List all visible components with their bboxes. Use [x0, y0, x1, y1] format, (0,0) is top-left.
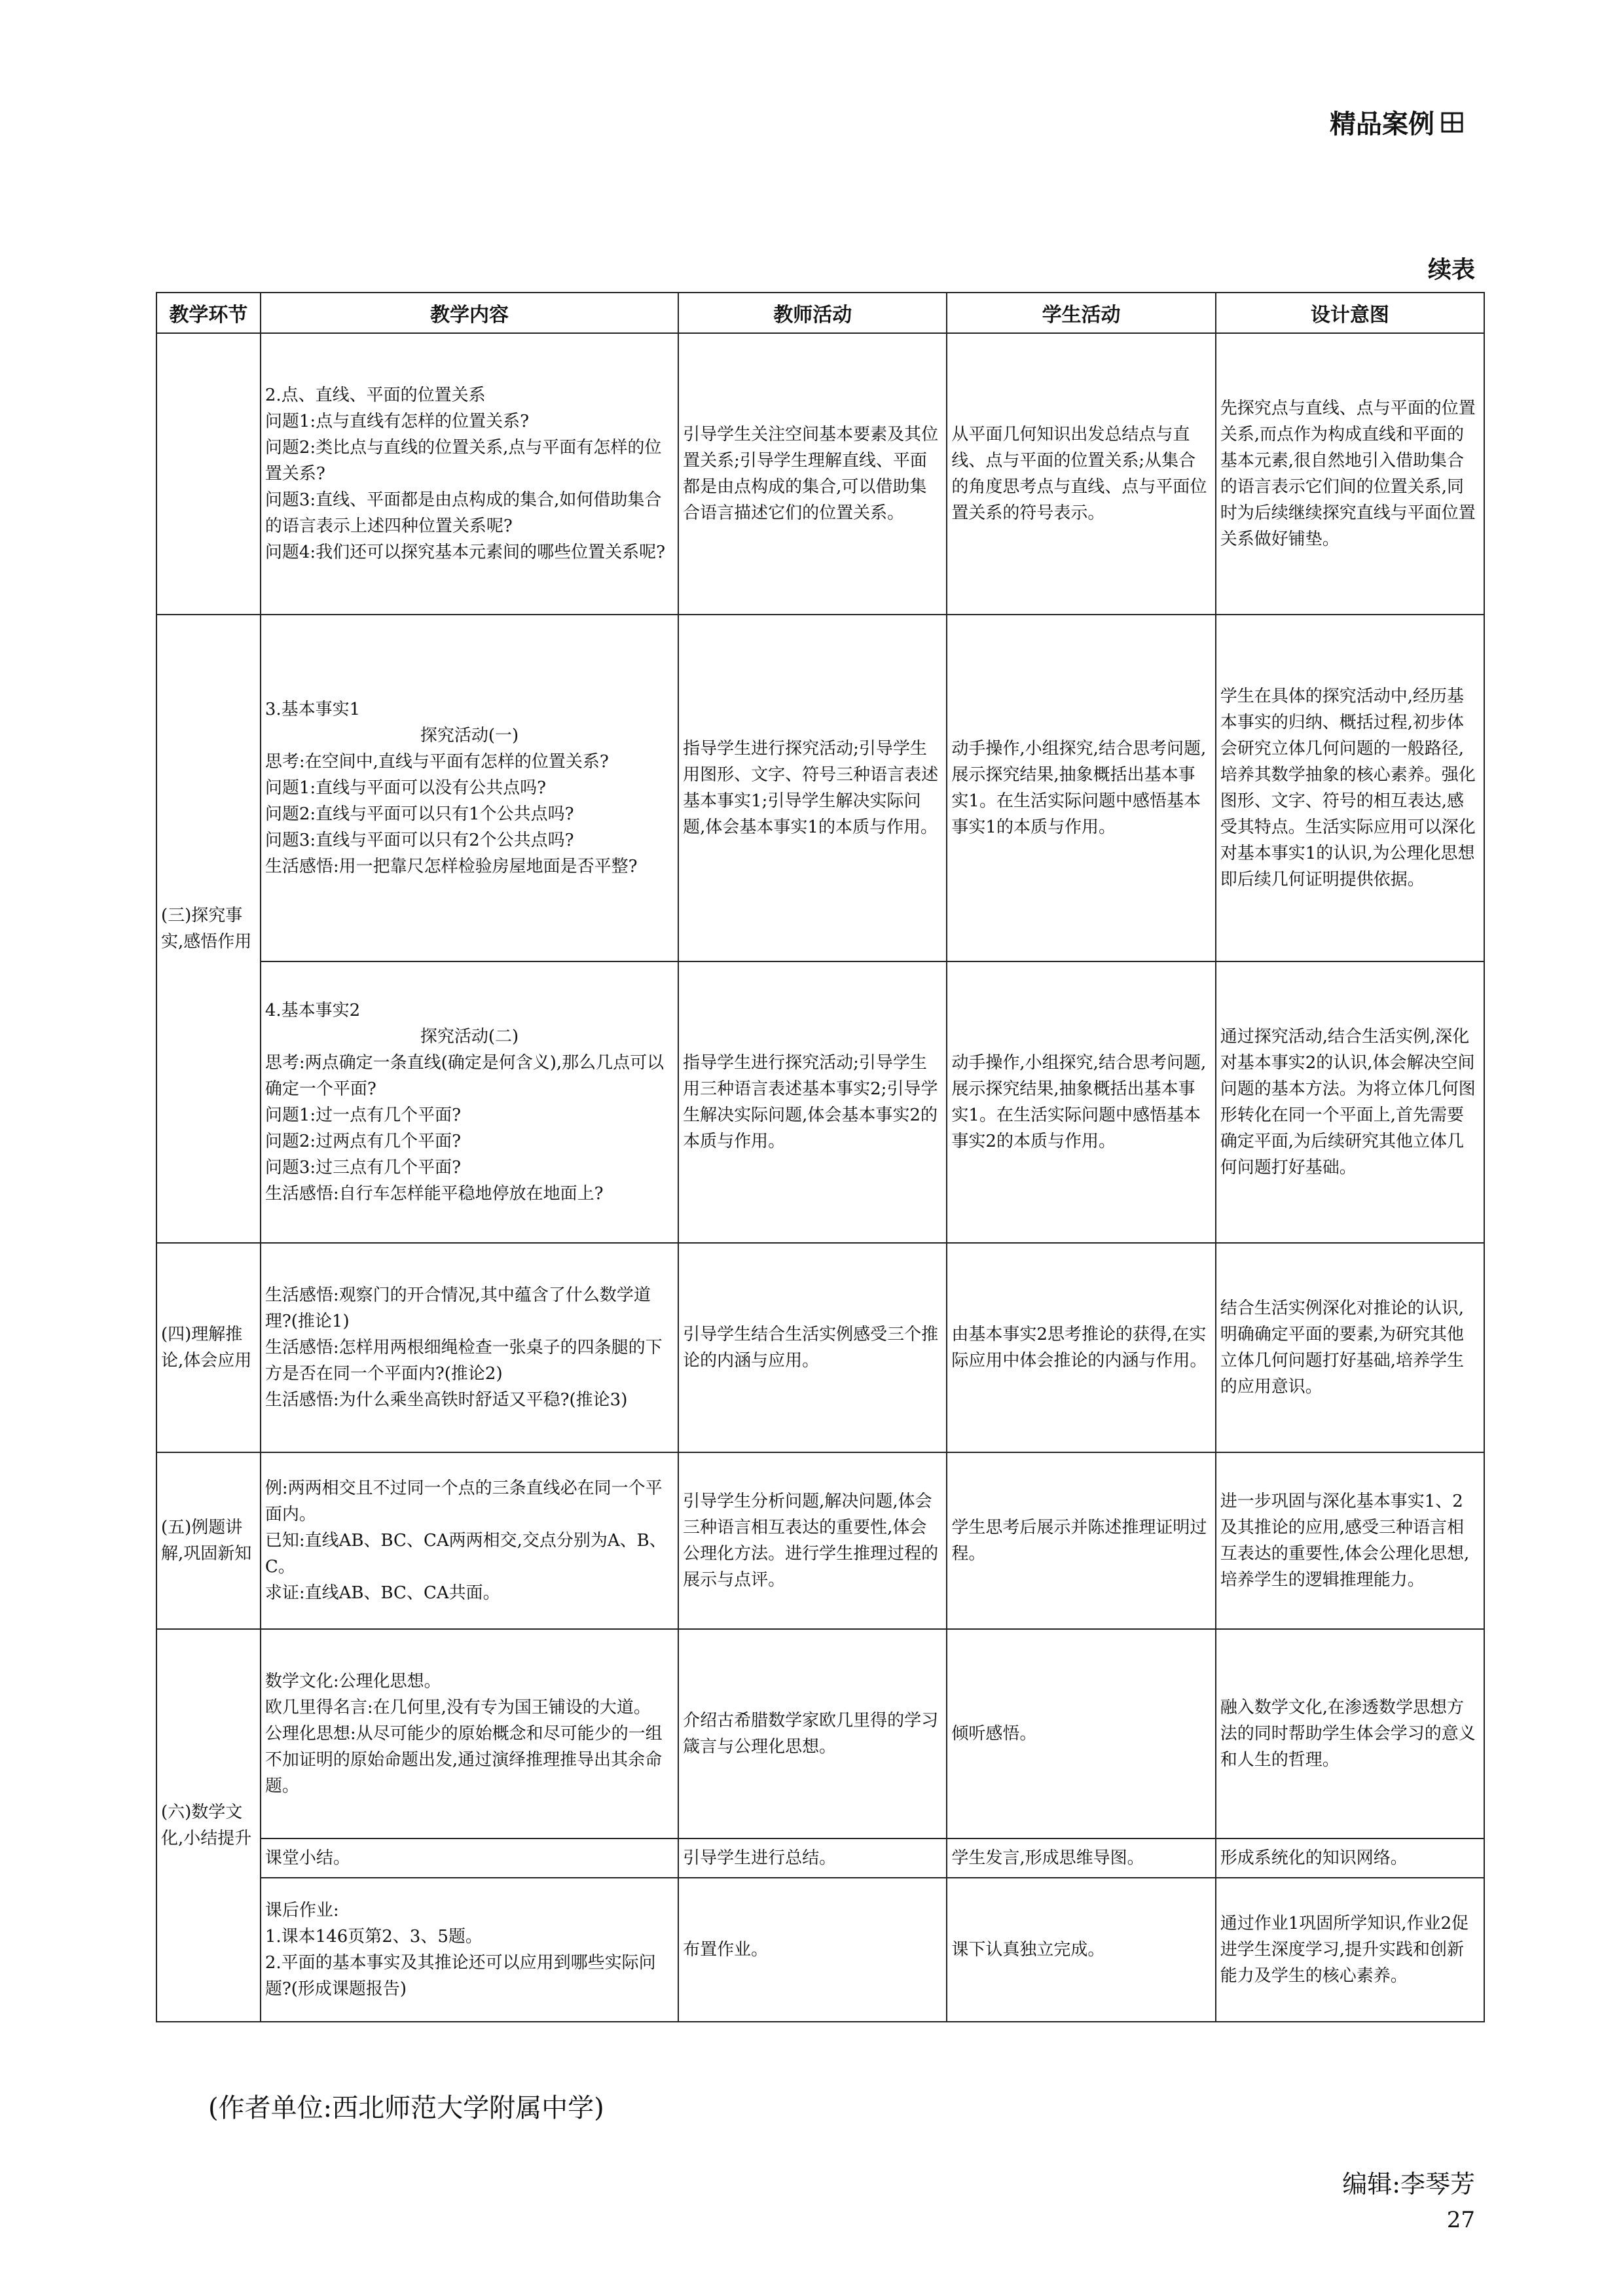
teacher-cell: 介绍古希腊数学家欧几里得的学习箴言与公理化思想。 — [678, 1629, 947, 1839]
teacher-cell: 引导学生进行总结。 — [678, 1839, 947, 1878]
content-cell: 课堂小结。 — [261, 1839, 678, 1878]
student-cell: 动手操作,小组探究,结合思考问题,展示探究结果,抽象概括出基本事实1。在生活实际问题中感悟基本事实2的本质与作用。 — [947, 961, 1215, 1243]
content-cell — [261, 961, 678, 1243]
content-body: 思考:在空间中,直线与平面有怎样的位置关系? 问题1:直线与平面可以没有公共点吗? 问题2:直线与平面可以只有1个公共点吗? 问题3:直线与平面可以只有2个公共点吗? 生活感悟:用一把靠尺怎样检验房屋地面是否平整? — [264, 752, 638, 876]
column-header-student: 学生活动 — [947, 293, 1215, 333]
student-cell: 课下认真独立完成。 — [947, 1878, 1215, 2022]
content-cell: 课后作业: 1.课本146页第2、3、5题。 2.平面的基本事实及其推论还可以应用到哪些实际问题?(形成课题报告) — [261, 1878, 678, 2022]
activity-title: 探究活动(一) — [420, 726, 519, 745]
table-row — [156, 333, 1484, 615]
design-cell: 通过探究活动,结合生活实例,深化对基本事实2的认识,体会解决空间问题的基本方法。为将立体几何图形转化在同一个平面上,首先需要确定平面,为后续研究其他立体几何问题打好基础。 — [1216, 961, 1484, 1243]
student-cell: 学生思考后展示并陈述推理证明过程。 — [947, 1452, 1215, 1629]
content-heading: 4.基本事实2 — [264, 1001, 361, 1020]
table-continued-label: 续表 — [1427, 257, 1475, 283]
table-row — [156, 1878, 1484, 2022]
stage-cell: (五)例题讲解,巩固新知 — [156, 1452, 261, 1629]
student-cell: 倾听感悟。 — [947, 1629, 1215, 1839]
section-marker-icon — [1440, 109, 1466, 135]
content-cell: 2.点、直线、平面的位置关系 问题1:点与直线有怎样的位置关系? 问题2:类比点与直线的位置关系,点与平面有怎样的位置关系? 问题3:直线、平面都是由点构成的集合,如何借助集合的语言表示上述四种位置关系呢? 问题4:我们还可以探究基本元素间的哪些位置关系呢? — [261, 333, 678, 615]
design-cell: 结合生活实例深化对推论的认识,明确确定平面的要素,为研究其他立体几何问题打好基础,培养学生的应用意识。 — [1216, 1243, 1484, 1452]
stage-cell: (四)理解推论,体会应用 — [156, 1243, 261, 1452]
lesson-plan-table — [156, 292, 1485, 2022]
content-cell: 数学文化:公理化思想。 欧几里得名言:在几何里,没有专为国王铺设的大道。 公理化思想:从尽可能少的原始概念和尽可能少的一组不加证明的原始命题出发,通过演绎推理推导出其余命题。 — [261, 1629, 678, 1839]
section-label: 精品案例 — [1330, 109, 1434, 139]
table-row — [156, 961, 1484, 1243]
design-cell: 进一步巩固与深化基本事实1、2及其推论的应用,感受三种语言相互表达的重要性,体会公理化思想,培养学生的逻辑推理能力。 — [1216, 1452, 1484, 1629]
student-cell: 从平面几何知识出发总结点与直线、点与平面的位置关系;从集合的角度思考点与直线、点与平面位置关系的符号表示。 — [947, 333, 1215, 615]
student-cell: 由基本事实2思考推论的获得,在实际应用中体会推论的内涵与作用。 — [947, 1243, 1215, 1452]
design-cell: 学生在具体的探究活动中,经历基本事实的归纳、概括过程,初步体会研究立体几何问题的一般路径,培养其数学抽象的核心素养。强化图形、文字、符号的相互表达,感受其特点。生活实际应用可以深化对基本事实1的认识,为公理化思想即后续几何证明提供依据。 — [1216, 615, 1484, 961]
design-cell: 融入数学文化,在渗透数学思想方法的同时帮助学生体会学习的意义和人生的哲理。 — [1216, 1629, 1484, 1839]
teacher-cell: 引导学生关注空间基本要素及其位置关系;引导学生理解直线、平面都是由点构成的集合,可以借助集合语言描述它们的位置关系。 — [678, 333, 947, 615]
section-header — [1330, 103, 1466, 141]
content-body: 思考:两点确定一条直线(确定是何含义),那么几点可以确定一个平面? 问题1:过一点有几个平面? 问题2:过两点有几个平面? 问题3:过三点有几个平面? 生活感悟:自行车怎样能平稳地停放在地面上? — [264, 1053, 665, 1204]
column-header-content: 教学内容 — [261, 293, 678, 333]
teacher-cell: 引导学生结合生活实例感受三个推论的内涵与应用。 — [678, 1243, 947, 1452]
student-cell: 学生发言,形成思维导图。 — [947, 1839, 1215, 1878]
stage-cell: (六)数学文化,小结提升 — [156, 1629, 261, 2022]
content-cell: 生活感悟:观察门的开合情况,其中蕴含了什么数学道理?(推论1) 生活感悟:怎样用两根细绳检查一张桌子的四条腿的下方是否在同一个平面内?(推论2) 生活感悟:为什么乘坐高铁时舒适又平稳?(推论3) — [261, 1243, 678, 1452]
stage-cell: (三)探究事实,感悟作用 — [156, 615, 261, 1243]
design-cell: 通过作业1巩固所学知识,作业2促进学生深度学习,提升实践和创新能力及学生的核心素养。 — [1216, 1878, 1484, 2022]
column-header-design: 设计意图 — [1216, 293, 1484, 333]
author-affiliation: (作者单位:西北师范大学附属中学) — [208, 2093, 604, 2123]
column-header-teacher: 教师活动 — [678, 293, 947, 333]
column-header-stage: 教学环节 — [156, 293, 261, 333]
page-number: 27 — [1446, 2207, 1475, 2233]
teacher-cell: 引导学生分析问题,解决问题,体会三种语言相互表达的重要性,体会公理化方法。进行学生推理过程的展示与点评。 — [678, 1452, 947, 1629]
design-cell: 先探究点与直线、点与平面的位置关系,而点作为构成直线和平面的基本元素,很自然地引入借助集合的语言表示它们间的位置关系,同时为后续继续探究直线与平面位置关系做好铺垫。 — [1216, 333, 1484, 615]
teacher-cell: 布置作业。 — [678, 1878, 947, 2022]
activity-title: 探究活动(二) — [420, 1027, 519, 1047]
teacher-cell: 指导学生进行探究活动;引导学生用三种语言表述基本事实2;引导学生解决实际问题,体会基本事实2的本质与作用。 — [678, 961, 947, 1243]
table-row — [156, 615, 1484, 961]
table-row — [156, 1243, 1484, 1452]
editor-credit: 编辑:李琴芳 — [1342, 2170, 1475, 2198]
table-row — [156, 1839, 1484, 1878]
content-cell — [261, 615, 678, 961]
stage-cell — [156, 333, 261, 615]
table-row — [156, 1629, 1484, 1839]
student-cell: 动手操作,小组探究,结合思考问题,展示探究结果,抽象概括出基本事实1。在生活实际问题中感悟基本事实1的本质与作用。 — [947, 615, 1215, 961]
content-heading: 3.基本事实1 — [264, 700, 361, 719]
design-cell: 形成系统化的知识网络。 — [1216, 1839, 1484, 1878]
table-header-row — [156, 293, 1484, 333]
content-cell: 例:两两相交且不过同一个点的三条直线必在同一个平面内。 已知:直线AB、BC、CA两两相交,交点分别为A、B、C。 求证:直线AB、BC、CA共面。 — [261, 1452, 678, 1629]
teacher-cell: 指导学生进行探究活动;引导学生用图形、文字、符号三种语言表述基本事实1;引导学生解决实际问题,体会基本事实1的本质与作用。 — [678, 615, 947, 961]
table-row — [156, 1452, 1484, 1629]
